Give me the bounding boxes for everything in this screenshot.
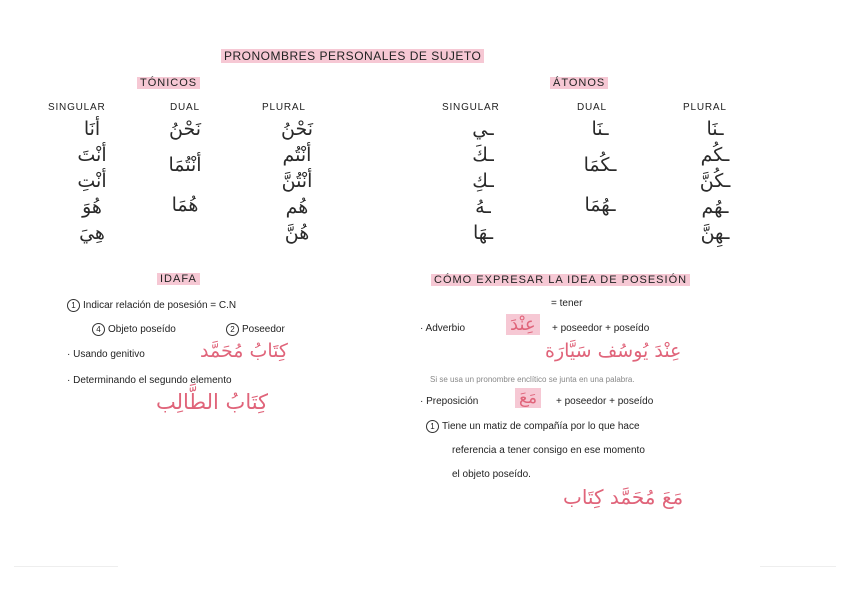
list-item: ـنَا (706, 118, 724, 140)
list-item: ـهُمَا (584, 194, 616, 216)
list-item: هُنَّ (284, 222, 310, 244)
idafa-poseedor: 2 Poseedor (226, 323, 285, 336)
list-item: أنْتِ (77, 170, 107, 192)
list-item: أنْتُنَّ (281, 170, 313, 192)
atonos-header: ÁTONOS (550, 77, 608, 89)
posesion-preposicion-formula: + poseedor + poseído (556, 396, 654, 407)
atonos-col-dual: DUAL (577, 102, 607, 113)
idafa-determinando-example: كِتَابُ الطَّالِب (156, 390, 269, 414)
list-item: ـهِنَّ (700, 222, 730, 244)
number-circle: 1 (67, 299, 80, 312)
list-item: ـي (472, 118, 494, 140)
tonicos-plural-list (262, 116, 332, 246)
list-item: أنْتُم (282, 144, 312, 166)
divider (760, 566, 836, 567)
divider (14, 566, 118, 567)
tonicos-col-singular: SINGULAR (48, 102, 106, 113)
idafa-genitivo-example: كِتَابُ مُحَمَّد (200, 340, 288, 362)
idafa-objeto: 4 Objeto poseído (92, 323, 176, 336)
posesion-matiz-line1: 1 Tiene un matiz de compañía por lo que hace (426, 420, 640, 433)
idafa-header: IDAFA (157, 273, 200, 285)
posesion-preposicion-example: مَعَ مُحَمَّد كِتَاب (563, 485, 684, 509)
atonos-dual-list (565, 116, 635, 218)
list-item: هِيَ (79, 222, 105, 244)
posesion-header: CÓMO EXPRESAR LA IDEA DE POSESIÓN (431, 274, 690, 286)
posesion-adverbio-example: عِنْدَ يُوسُف سَيَّارَة (545, 340, 682, 362)
number-circle: 2 (226, 323, 239, 336)
page-title: PRONOMBRES PERSONALES DE SUJETO (221, 49, 484, 63)
list-item: ـكَ (472, 144, 494, 166)
atonos-col-plural: PLURAL (683, 102, 727, 113)
posesion-preposicion-ar: مَعَ (515, 388, 541, 408)
tonicos-col-plural: PLURAL (262, 102, 306, 113)
list-item: ـكُمَا (583, 154, 617, 176)
posesion-matiz-line2: referencia a tener consigo en ese momento (452, 445, 645, 456)
list-item: ـهُم (701, 196, 729, 218)
posesion-adverbio-formula: + poseedor + poseído (552, 323, 650, 334)
atonos-col-singular: SINGULAR (442, 102, 500, 113)
tonicos-header: TÓNICOS (137, 77, 200, 89)
posesion-adverbio-ar: عِنْدَ (506, 314, 540, 335)
tonicos-dual-list (145, 116, 225, 218)
atonos-singular-list (458, 116, 508, 246)
tonicos-singular-list (62, 116, 122, 246)
idafa-point1: 1 Indicar relación de posesión = C.N (67, 299, 236, 312)
posesion-tener: = tener (551, 298, 583, 309)
list-item: ـكُم (700, 144, 730, 166)
posesion-matiz-line3: el objeto poseído. (452, 469, 531, 480)
list-item: ـهُ (475, 196, 491, 218)
idafa-genitivo-label: · Usando genitivo (67, 349, 145, 360)
idafa-determinando-label: · Determinando el segundo elemento (67, 375, 232, 386)
posesion-gray-note: Si se usa un pronombre enclítico se junta en una palabra. (430, 375, 635, 384)
number-circle: 1 (426, 420, 439, 433)
list-item: هُوَ (82, 196, 102, 218)
atonos-plural-list (685, 116, 745, 246)
list-item: ـكُنَّ (699, 170, 731, 192)
list-item: أنَا (83, 118, 101, 140)
number-circle: 4 (92, 323, 105, 336)
posesion-adverbio-label: · Adverbio (420, 323, 466, 334)
list-item: ـكِ (472, 170, 494, 192)
list-item: هُمَا (171, 194, 199, 216)
list-item: هُم (285, 196, 309, 218)
list-item: ـنَا (591, 118, 609, 140)
tonicos-col-dual: DUAL (170, 102, 200, 113)
list-item: نَحْنُ (168, 118, 202, 140)
list-item: أنْتُمَا (168, 154, 202, 176)
list-item: أنْتَ (77, 144, 107, 166)
list-item: ـهَا (472, 222, 494, 244)
posesion-preposicion-label: · Preposición (420, 396, 479, 407)
list-item: نَحْنُ (280, 118, 314, 140)
